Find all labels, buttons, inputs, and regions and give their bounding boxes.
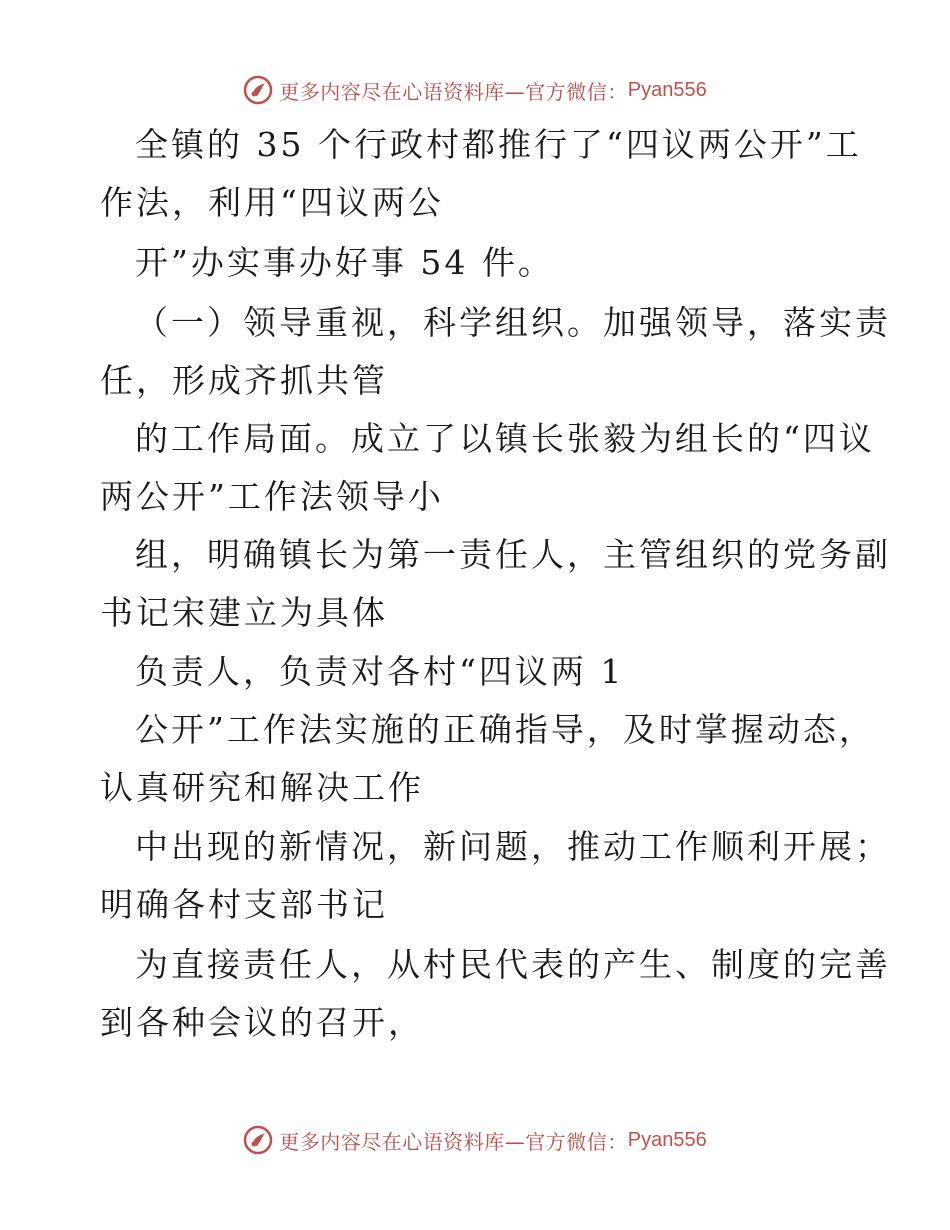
paragraph-line: 公开”工作法实施的正确指导，及时掌握动态， — [135, 710, 875, 749]
paragraph-line: （一）领导重视，科学组织。加强领导，落实责 — [135, 303, 891, 342]
paragraph-line: 任，形成齐抓共管 — [100, 361, 388, 400]
paragraph-line: 全镇的 35 个行政村都推行了“四议两公开”工 — [135, 125, 862, 164]
paragraph-line: 认真研究和解决工作 — [100, 768, 424, 807]
paragraph-line: 开”办实事办好事 54 件。 — [135, 243, 554, 282]
paragraph-line: 中出现的新情况，新问题，推动工作顺利开展； — [135, 827, 891, 866]
flame-circle-logo-icon — [243, 1125, 273, 1155]
paragraph-line: 的工作局面。成立了以镇长张毅为组长的“四议 — [135, 419, 875, 458]
watermark-text: 更多内容尽在心语资料库—官方微信： — [279, 79, 628, 104]
watermark-id: Pyan556 — [627, 1128, 707, 1151]
paragraph-line: 组，明确镇长为第一责任人，主管组织的党务副 — [135, 535, 891, 574]
paragraph-line: 作法，利用“四议两公 — [100, 183, 444, 222]
paragraph-line: 为直接责任人，从村民代表的产生、制度的完善 — [135, 945, 891, 984]
flame-circle-logo-icon — [243, 75, 273, 105]
paragraph-line: 书记宋建立为具体 — [100, 593, 388, 632]
footer-watermark — [0, 1120, 950, 1160]
watermark-text: 更多内容尽在心语资料库—官方微信： — [279, 1129, 628, 1154]
paragraph-line: 明确各村支部书记 — [100, 885, 388, 924]
paragraph-line: 两公开”工作法领导小 — [100, 477, 444, 516]
paragraph-line: 到各种会议的召开， — [100, 1003, 424, 1042]
watermark-id: Pyan556 — [627, 78, 707, 101]
header-watermark — [0, 70, 950, 110]
paragraph-line: 负责人，负责对各村“四议两 1 — [135, 652, 625, 691]
